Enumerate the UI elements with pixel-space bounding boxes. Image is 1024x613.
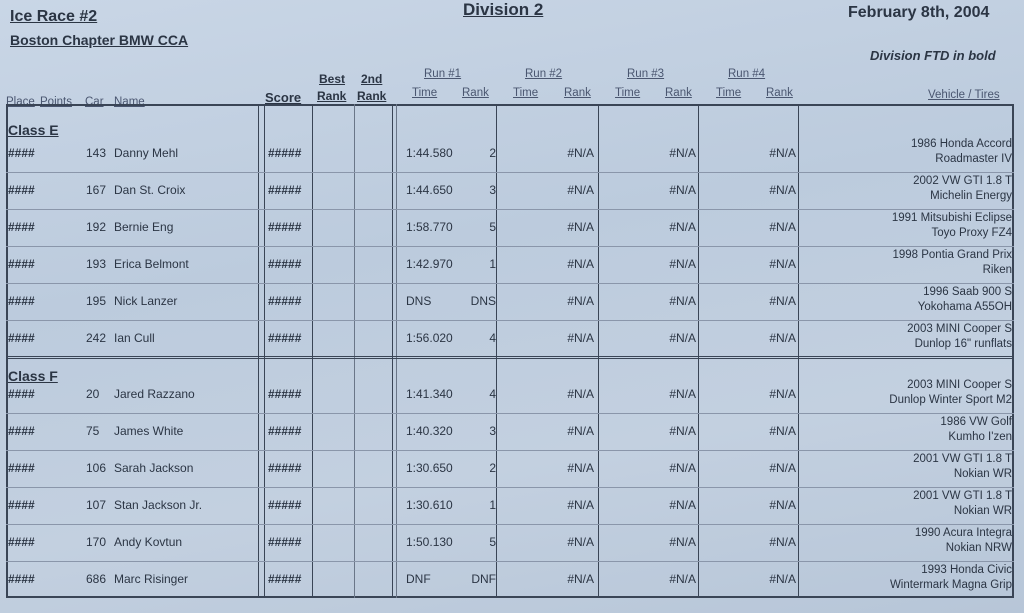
- place-cell: ####: [8, 498, 35, 512]
- score-cell: #####: [268, 294, 302, 308]
- car-number: 170: [86, 535, 107, 549]
- tire-model: Riken: [982, 264, 1012, 276]
- col-points: Points: [40, 96, 72, 108]
- vehicle-model: 1986 VW Golf: [940, 416, 1012, 428]
- vehicle-tires: [940, 415, 1012, 445]
- vehicle-tires: [889, 378, 1012, 408]
- run4-rank: #N/A: [769, 424, 796, 438]
- driver-name: Danny Mehl: [114, 146, 179, 160]
- vehicle-model: 2001 VW GTI 1.8 T: [913, 490, 1012, 502]
- run2-rank: #N/A: [567, 572, 594, 586]
- run4-rank: #N/A: [769, 257, 796, 271]
- score-cell: #####: [268, 257, 302, 271]
- run1-time: 1:30.650: [406, 461, 453, 475]
- run2-rank: #N/A: [567, 498, 594, 512]
- place-cell: ####: [8, 257, 35, 271]
- vehicle-tires: [913, 489, 1012, 519]
- score-cell: #####: [268, 387, 302, 401]
- run3-rank: #N/A: [669, 535, 696, 549]
- place-cell: ####: [8, 461, 35, 475]
- run4-rank: #N/A: [769, 183, 796, 197]
- row-divider: [6, 356, 1014, 359]
- car-number: 107: [86, 498, 107, 512]
- row-divider: [6, 487, 1014, 488]
- car-number: 143: [86, 146, 107, 160]
- vehicle-tires: [913, 174, 1012, 204]
- run4-rank: #N/A: [769, 331, 796, 345]
- run2-rank: #N/A: [567, 424, 594, 438]
- run1-time: 1:58.770: [406, 220, 453, 234]
- run3-rank: #N/A: [669, 220, 696, 234]
- row-divider: [6, 524, 1014, 525]
- run1-time: 1:44.580: [406, 146, 453, 160]
- col-vehicle: Vehicle / Tires: [928, 89, 1000, 101]
- car-number: 192: [86, 220, 107, 234]
- car-number: 20: [86, 387, 100, 401]
- run4-rank: #N/A: [769, 146, 796, 160]
- col-name: Name: [114, 96, 145, 108]
- run4-rank: #N/A: [769, 498, 796, 512]
- vehicle-model: 2003 MINI Cooper S: [907, 323, 1012, 335]
- vehicle-tires: [892, 211, 1012, 241]
- car-number: 195: [86, 294, 107, 308]
- tire-model: Roadmaster IV: [935, 153, 1012, 165]
- col-run1-time: Time: [412, 87, 438, 99]
- run1-time: 1:56.020: [406, 331, 453, 345]
- tire-model: Dunlop Winter Sport M2: [889, 394, 1012, 406]
- run4-rank: #N/A: [769, 294, 796, 308]
- driver-name: James White: [114, 424, 184, 438]
- driver-name: Ian Cull: [114, 331, 155, 345]
- vehicle-model: 1998 Pontia Grand Prix: [892, 249, 1012, 261]
- run2-rank: #N/A: [567, 220, 594, 234]
- run3-rank: #N/A: [669, 146, 696, 160]
- run1-rank: 1: [489, 498, 496, 512]
- run4-rank: #N/A: [769, 572, 796, 586]
- col-run3-rank: Rank: [665, 87, 692, 99]
- run1-rank: 4: [489, 387, 496, 401]
- driver-name: Stan Jackson Jr.: [114, 498, 203, 512]
- vehicle-tires: [918, 285, 1012, 315]
- vehicle-tires: [892, 248, 1012, 278]
- place-cell: ####: [8, 220, 35, 234]
- run1-rank: 1: [489, 257, 496, 271]
- driver-name: Sarah Jackson: [114, 461, 194, 475]
- run1-rank: 3: [489, 424, 496, 438]
- vehicle-model: 2003 MINI Cooper S: [907, 379, 1012, 391]
- vehicle-model: 2002 VW GTI 1.8 T: [913, 175, 1012, 187]
- run1-rank: 2: [489, 146, 496, 160]
- tire-model: Michelin Energy: [930, 190, 1012, 202]
- tire-model: Wintermark Magna Grip: [889, 579, 1012, 591]
- col-score: Score: [265, 90, 302, 105]
- run1-time: DNS: [406, 294, 432, 308]
- run2-rank: #N/A: [567, 535, 594, 549]
- row-divider: [6, 209, 1014, 210]
- event-date: February 8th, 2004: [848, 4, 990, 21]
- tire-model: Dunlop 16" runflats: [914, 338, 1012, 350]
- score-cell: #####: [268, 424, 302, 438]
- driver-name: Dan St. Croix: [114, 183, 186, 197]
- row-divider: [6, 172, 1014, 173]
- run2-rank: #N/A: [567, 257, 594, 271]
- tire-model: Yokohama A55OH: [917, 301, 1012, 313]
- col-car: Car: [85, 96, 104, 108]
- col-best-rank-bottom: Rank: [317, 89, 347, 103]
- run1-time: 1:44.650: [406, 183, 453, 197]
- run3-rank: #N/A: [669, 387, 696, 401]
- run2-rank: #N/A: [567, 146, 594, 160]
- row-divider: [6, 320, 1014, 321]
- run3-rank: #N/A: [669, 498, 696, 512]
- score-cell: #####: [268, 183, 302, 197]
- col-run4-rank: Rank: [766, 87, 793, 99]
- run2-rank: #N/A: [567, 331, 594, 345]
- run1-rank: 5: [489, 220, 496, 234]
- car-number: 242: [86, 331, 107, 345]
- place-cell: ####: [8, 387, 35, 401]
- score-cell: #####: [268, 461, 302, 475]
- driver-name: Erica Belmont: [114, 257, 189, 271]
- place-cell: ####: [8, 572, 35, 586]
- col-run1-rank: Rank: [462, 87, 489, 99]
- driver-name: Jared Razzano: [114, 387, 195, 401]
- run3-rank: #N/A: [669, 257, 696, 271]
- run1-rank: DNF: [471, 572, 496, 586]
- col-best-rank-top: Best: [319, 72, 346, 86]
- col-run4: Run #4: [728, 68, 766, 80]
- col-run4-time: Time: [716, 87, 742, 99]
- division-title: Division 2: [463, 0, 544, 19]
- score-cell: #####: [268, 331, 302, 345]
- tire-model: Nokian WR: [953, 505, 1012, 517]
- row-divider: [6, 413, 1014, 414]
- run2-rank: #N/A: [567, 183, 594, 197]
- run1-time: 1:30.610: [406, 498, 453, 512]
- ftd-note: Division FTD in bold: [870, 48, 996, 63]
- car-number: 75: [86, 424, 100, 438]
- vehicle-tires: [907, 322, 1012, 352]
- vehicle-model: 1996 Saab 900 S: [923, 286, 1012, 298]
- vehicle-model: 1991 Mitsubishi Eclipse: [891, 212, 1012, 224]
- run1-time: 1:50.130: [406, 535, 453, 549]
- run4-rank: #N/A: [769, 461, 796, 475]
- driver-name: Nick Lanzer: [114, 294, 178, 308]
- score-cell: #####: [268, 220, 302, 234]
- vehicle-model: 1990 Acura Integra: [914, 527, 1012, 539]
- run2-rank: #N/A: [567, 294, 594, 308]
- run1-rank: 3: [489, 183, 496, 197]
- row-divider: [6, 561, 1014, 562]
- run1-rank: 2: [489, 461, 496, 475]
- vehicle-model: 2001 VW GTI 1.8 T: [913, 453, 1012, 465]
- tire-model: Nokian WR: [953, 468, 1012, 480]
- vehicle-tires: [911, 137, 1012, 167]
- vehicle-tires: [890, 563, 1012, 593]
- col-run2-time: Time: [513, 87, 539, 99]
- run2-rank: #N/A: [567, 461, 594, 475]
- vehicle-tires: [913, 452, 1012, 482]
- car-number: 106: [86, 461, 107, 475]
- col-run3: Run #3: [627, 68, 665, 80]
- run4-rank: #N/A: [769, 535, 796, 549]
- class-label: Class F: [8, 368, 58, 384]
- place-cell: ####: [8, 331, 35, 345]
- driver-name: Bernie Eng: [114, 220, 174, 234]
- col-second-rank-top: 2nd: [361, 72, 383, 86]
- event-title: Ice Race #2: [10, 8, 98, 25]
- row-divider: [6, 283, 1014, 284]
- run1-rank: 5: [489, 535, 496, 549]
- run3-rank: #N/A: [669, 572, 696, 586]
- place-cell: ####: [8, 294, 35, 308]
- score-cell: #####: [268, 498, 302, 512]
- driver-name: Marc Risinger: [114, 572, 189, 586]
- run3-rank: #N/A: [669, 294, 696, 308]
- car-number: 193: [86, 257, 107, 271]
- run3-rank: #N/A: [669, 461, 696, 475]
- col-run1: Run #1: [424, 68, 462, 80]
- club-name: Boston Chapter BMW CCA: [10, 32, 189, 48]
- run1-rank: DNS: [470, 294, 496, 308]
- vehicle-tires: [915, 526, 1012, 556]
- car-number: 167: [86, 183, 107, 197]
- run1-time: 1:41.340: [406, 387, 453, 401]
- run3-rank: #N/A: [669, 331, 696, 345]
- row-divider: [6, 450, 1014, 451]
- run4-rank: #N/A: [769, 387, 796, 401]
- score-cell: #####: [268, 572, 302, 586]
- score-cell: #####: [268, 535, 302, 549]
- vehicle-model: 1986 Honda Accord: [910, 138, 1012, 150]
- row-divider: [6, 246, 1014, 247]
- place-cell: ####: [8, 146, 35, 160]
- col-run2-rank: Rank: [564, 87, 591, 99]
- tire-model: Nokian NRW: [945, 542, 1012, 554]
- place-cell: ####: [8, 424, 35, 438]
- run3-rank: #N/A: [669, 183, 696, 197]
- run2-rank: #N/A: [567, 387, 594, 401]
- col-place: Place: [6, 96, 35, 108]
- run1-time: 1:40.320: [406, 424, 453, 438]
- col-second-rank-bottom: Rank: [357, 89, 387, 103]
- run1-time: 1:42.970: [406, 257, 453, 271]
- run3-rank: #N/A: [669, 424, 696, 438]
- col-run3-time: Time: [615, 87, 641, 99]
- class-label: Class E: [8, 122, 59, 138]
- col-run2: Run #2: [525, 68, 563, 80]
- vehicle-model: 1993 Honda Civic: [921, 564, 1012, 576]
- score-cell: #####: [268, 146, 302, 160]
- run4-rank: #N/A: [769, 220, 796, 234]
- run1-rank: 4: [489, 331, 496, 345]
- car-number: 686: [86, 572, 107, 586]
- tire-model: Toyo Proxy FZ4: [931, 227, 1012, 239]
- place-cell: ####: [8, 535, 35, 549]
- place-cell: ####: [8, 183, 35, 197]
- driver-name: Andy Kovtun: [114, 535, 183, 549]
- run1-time: DNF: [406, 572, 431, 586]
- tire-model: Kumho I'zen: [948, 431, 1012, 443]
